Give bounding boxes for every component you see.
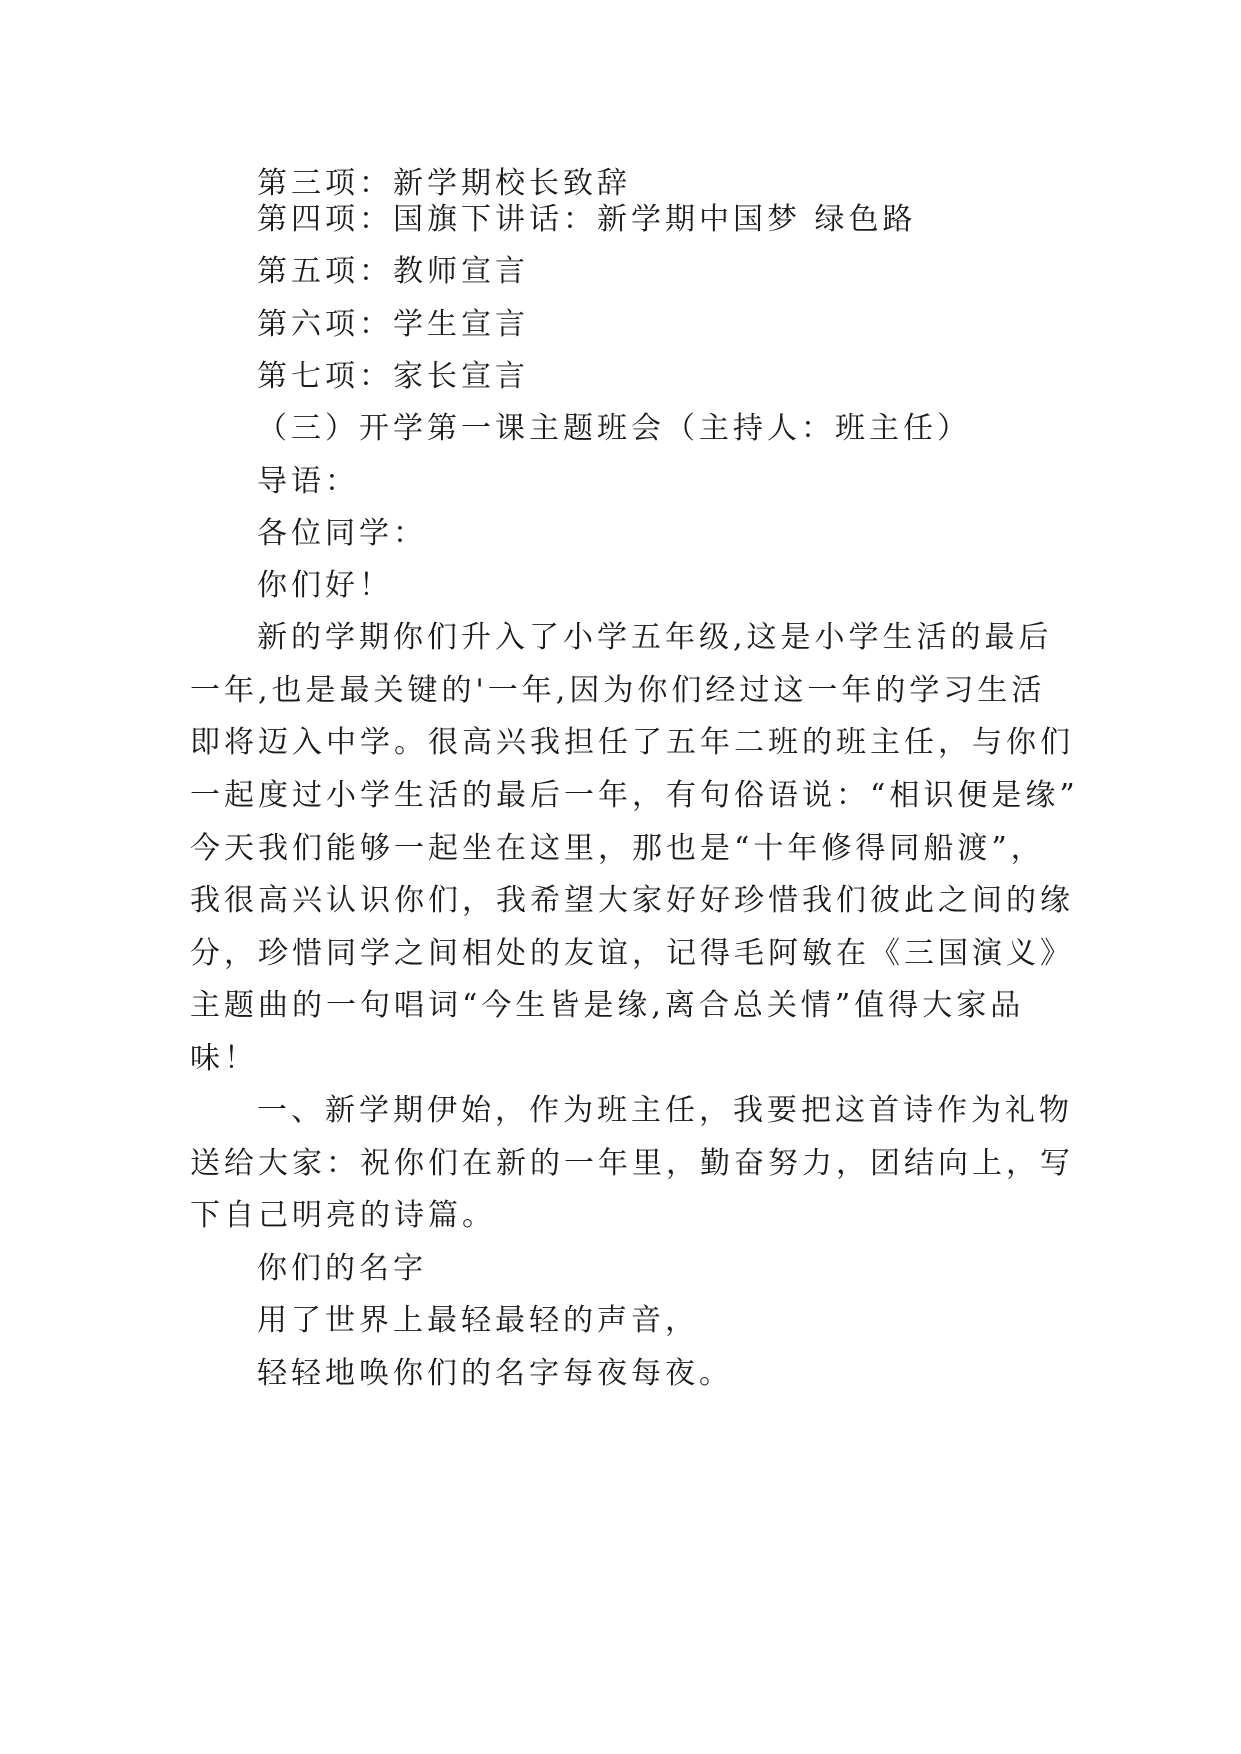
- salutation: 各位同学：: [257, 516, 427, 551]
- paragraph-line: 一起度过小学生活的最后一年，有句俗语说：“相识便是缘”: [190, 778, 1079, 813]
- paragraph-line: 送给大家：祝你们在新的一年里，勤奋努力，团结向上，写: [190, 1146, 1074, 1181]
- paragraph-line: 主题曲的一句唱词“今生皆是缘,离合总关情”值得大家品: [190, 988, 1025, 1023]
- paragraph-line: 下自己明亮的诗篇。: [190, 1198, 496, 1233]
- greeting: 你们好！: [257, 568, 393, 603]
- paragraph-line: 一年,也是最关键的'一年,因为你们经过这一年的学习生活: [190, 673, 1046, 708]
- poem-title: 你们的名字: [257, 1251, 427, 1286]
- program-item-6: 第六项：学生宣言: [257, 307, 529, 342]
- program-item-5: 第五项：教师宣言: [257, 254, 529, 289]
- paragraph-line: 味！: [190, 1041, 258, 1076]
- paragraph-line: 我很高兴认识你们，我希望大家好好珍惜我们彼此之间的缘: [190, 883, 1074, 918]
- paragraph-line: 一、新学期伊始，作为班主任，我要把这首诗作为礼物: [257, 1093, 1073, 1128]
- section-heading: （三）开学第一课主题班会（主持人：班主任）: [257, 411, 971, 446]
- program-item-7: 第七项：家长宣言: [257, 359, 529, 394]
- poem-line: 用了世界上最轻最轻的声音，: [257, 1303, 699, 1338]
- paragraph-line: 今天我们能够一起坐在这里，那也是“十年修得同船渡”，: [190, 831, 1045, 866]
- poem-line: 轻轻地唤你们的名字每夜每夜。: [257, 1356, 733, 1391]
- paragraph-line: 分，珍惜同学之间相处的友谊，记得毛阿敏在《三国演义》: [190, 936, 1074, 971]
- paragraph-line: 新的学期你们升入了小学五年级,这是小学生活的最后: [257, 620, 1053, 655]
- paragraph-line: 即将迈入中学。很高兴我担任了五年二班的班主任，与你们: [190, 725, 1074, 760]
- program-item-3: 第三项：新学期校长致辞: [257, 166, 631, 201]
- program-item-4: 第四项：国旗下讲话：新学期中国梦 绿色路: [257, 202, 917, 237]
- intro-label: 导语：: [257, 464, 359, 499]
